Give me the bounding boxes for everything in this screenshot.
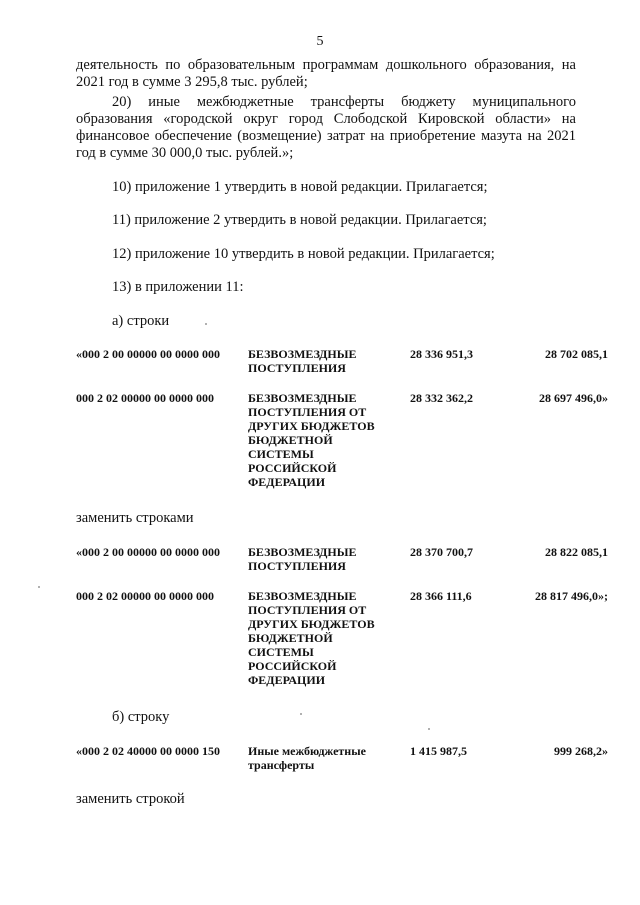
row-value-2022: 28 697 496,0» [539, 391, 608, 405]
scan-speck [300, 713, 302, 715]
item-12: 12) приложение 10 утвердить в новой редакции. Прилагается; [112, 246, 495, 262]
page-number: 5 [316, 34, 324, 49]
scan-speck [205, 323, 207, 325]
row-value-2021: 1 415 987,5 [410, 744, 467, 758]
row-value-2022: 28 817 496,0»; [535, 589, 608, 603]
row-value-2021: 28 336 951,3 [410, 347, 473, 361]
row-code: «000 2 00 00000 00 0000 000 [76, 545, 220, 559]
row-code: 000 2 02 00000 00 0000 000 [76, 589, 214, 603]
section-b-label: б) строку [112, 709, 170, 725]
scan-speck [428, 728, 430, 730]
row-name: БЕЗВОЗМЕЗДНЫЕ ПОСТУПЛЕНИЯ ОТ ДРУГИХ БЮДЖЕТОВ БЮДЖЕТНОЙ СИСТЕМЫ РОССИЙСКОЙ ФЕДЕРАЦИИ [248, 589, 375, 687]
item-20-line-3: финансовое обеспечение (возмещение) затрат на приобретение мазута на 2021 [76, 128, 576, 144]
item-11: 11) приложение 2 утвердить в новой редакции. Прилагается; [112, 212, 487, 228]
item-10: 10) приложение 1 утвердить в новой редакции. Прилагается; [112, 179, 488, 195]
scan-speck [38, 586, 40, 588]
row-value-2021: 28 332 362,2 [410, 391, 473, 405]
row-name: БЕЗВОЗМЕЗДНЫЕ ПОСТУПЛЕНИЯ [248, 347, 357, 375]
intro-line-2: 2021 год в сумме 3 295,8 тыс. рублей; [76, 74, 308, 90]
row-value-2021: 28 366 111,6 [410, 589, 472, 603]
row-value-2022: 28 822 085,1 [545, 545, 608, 559]
intro-line-1: деятельность по образовательным программам дошкольного образования, на [76, 57, 576, 73]
row-name: БЕЗВОЗМЕЗДНЫЕ ПОСТУПЛЕНИЯ ОТ ДРУГИХ БЮДЖЕТОВ БЮДЖЕТНОЙ СИСТЕМЫ РОССИЙСКОЙ ФЕДЕРАЦИИ [248, 391, 375, 489]
item-20-line-4: год в сумме 30 000,0 тыс. рублей.»; [76, 145, 294, 161]
section-a-label: а) строки [112, 313, 170, 329]
row-value-2022: 999 268,2» [554, 744, 608, 758]
row-code: «000 2 02 40000 00 0000 150 [76, 744, 220, 758]
row-name: Иные межбюджетные трансферты [248, 744, 366, 772]
row-code: 000 2 02 00000 00 0000 000 [76, 391, 214, 405]
replace-row-label: заменить строкой [76, 791, 185, 807]
replace-rows-label: заменить строками [76, 510, 194, 526]
row-code: «000 2 00 00000 00 0000 000 [76, 347, 220, 361]
row-value-2022: 28 702 085,1 [545, 347, 608, 361]
item-20-line-2: образования «городской округ город Слободской Кировской области» на [76, 111, 576, 127]
item-13: 13) в приложении 11: [112, 279, 244, 295]
row-value-2021: 28 370 700,7 [410, 545, 473, 559]
item-20-line-1: 20) иные межбюджетные трансферты бюджету муниципального [112, 94, 576, 110]
row-name: БЕЗВОЗМЕЗДНЫЕ ПОСТУПЛЕНИЯ [248, 545, 357, 573]
